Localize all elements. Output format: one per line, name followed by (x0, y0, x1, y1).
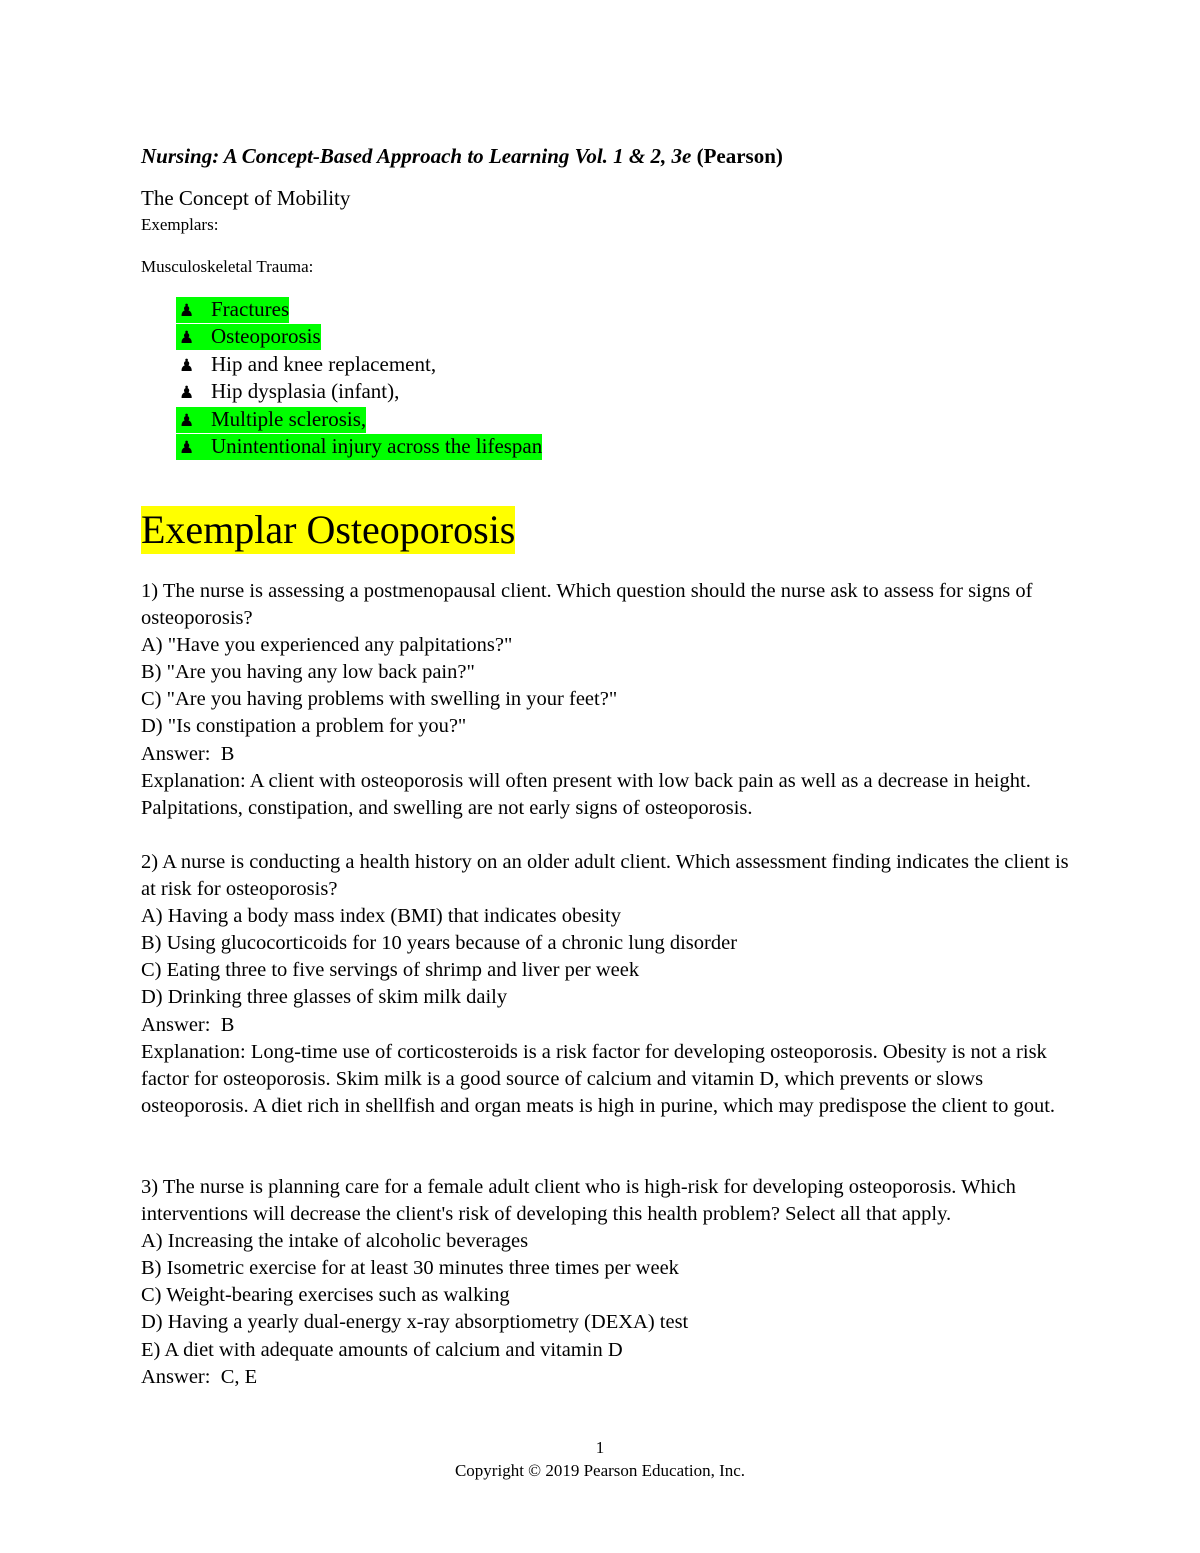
climber-icon: ♟ (179, 383, 195, 403)
section-heading: Exemplar Osteoporosis (141, 507, 516, 552)
concept-title: The Concept of Mobility (141, 186, 351, 210)
list-item (176, 406, 542, 433)
explanation: Explanation: Long-time use of corticosteroids is a risk factor for developing osteoporosis. Obesity is not a risk factor for osteoporosis. Skim milk is a good source of calcium and vitamin D, which prevents or slows osteoporosis. A diet rich in shellfish and organ meats is high in purine, which may predispose the client to gout. (141, 1040, 1056, 1117)
list-item (176, 378, 542, 405)
option-b: B) Isometric exercise for at least 30 minutes three times per week (141, 1257, 679, 1280)
list-item (176, 351, 542, 378)
option-c: C) Eating three to five servings of shrimp and liver per week (141, 959, 640, 982)
option-c: C) "Are you having problems with swelling in your feet?" (141, 688, 618, 711)
climber-icon: ♟ (179, 301, 195, 320)
question-stem: 1) The nurse is assessing a postmenopausal client. Which question should the nurse ask to assess for signs of osteoporosis? (141, 580, 1033, 630)
option-b: B) "Are you having any low back pain?" (141, 661, 475, 684)
option-c: C) Weight-bearing exercises such as walking (141, 1284, 510, 1307)
answer: Answer: B (141, 742, 235, 765)
exemplars-label: Exemplars: (141, 215, 219, 234)
list-item (176, 296, 542, 323)
list-item-text: Unintentional injury across the lifespan (211, 433, 543, 458)
option-d: D) "Is constipation a problem for you?" (141, 715, 467, 738)
question-stem: 2) A nurse is conducting a health history on an older adult client. Which assessment finding indicates the client is at risk for osteoporosis? (141, 851, 1069, 901)
option-b: B) Using glucocorticoids for 10 years because of a chronic lung disorder (141, 932, 738, 955)
question-3 (141, 1174, 1071, 1391)
highlight (176, 407, 366, 433)
question-1 (141, 578, 1071, 822)
highlight (176, 324, 321, 350)
option-d: D) Drinking three glasses of skim milk daily (141, 986, 508, 1009)
list-item-text: Hip and knee replacement, (211, 351, 437, 376)
explanation: Explanation: A client with osteoporosis will often present with low back pain as well as a decrease in height. Palpitations, constipation, and swelling are not early signs of osteoporosis. (141, 769, 1031, 819)
highlight (176, 434, 542, 460)
book-title-italic: Nursing: A Concept-Based Approach to Learning Vol. 1 & 2, 3e (141, 144, 692, 168)
answer: Answer: B (141, 1013, 235, 1036)
page-number: 1 (595, 1438, 605, 1457)
climber-icon: ♟ (179, 355, 195, 375)
climber-icon: ♟ (179, 328, 195, 348)
list-item-text: Fractures (211, 297, 290, 321)
question-stem: 3) The nurse is planning care for a female adult client who is high-risk for developing osteoporosis. Which interventions will decrease the client's risk of developing this health problem? Select all that apply. (141, 1176, 1016, 1226)
trauma-label: Musculoskeletal Trauma: (141, 257, 314, 276)
question-2 (141, 849, 1071, 1120)
list-item-text: Osteoporosis (211, 324, 321, 349)
list-item-text: Multiple sclerosis, (211, 406, 367, 431)
option-a: A) "Have you experienced any palpitations?" (141, 634, 513, 657)
book-title (141, 144, 783, 169)
climber-icon: ♟ (179, 410, 195, 430)
copyright: Copyright © 2019 Pearson Education, Inc. (454, 1461, 746, 1480)
book-title-publisher: (Pearson) (691, 144, 783, 168)
list-item (176, 323, 542, 350)
option-e: E) A diet with adequate amounts of calcium and vitamin D (141, 1338, 623, 1361)
climber-icon: ♟ (179, 437, 195, 457)
list-item-text: Hip dysplasia (infant), (211, 379, 400, 404)
answer: Answer: C, E (141, 1365, 258, 1388)
exemplar-list (176, 296, 542, 460)
option-a: A) Increasing the intake of alcoholic beverages (141, 1230, 529, 1253)
highlight (176, 297, 289, 323)
option-a: A) Having a body mass index (BMI) that indicates obesity (141, 905, 621, 928)
option-d: D) Having a yearly dual-energy x-ray absorptiometry (DEXA) test (141, 1311, 689, 1334)
list-item (176, 433, 542, 460)
